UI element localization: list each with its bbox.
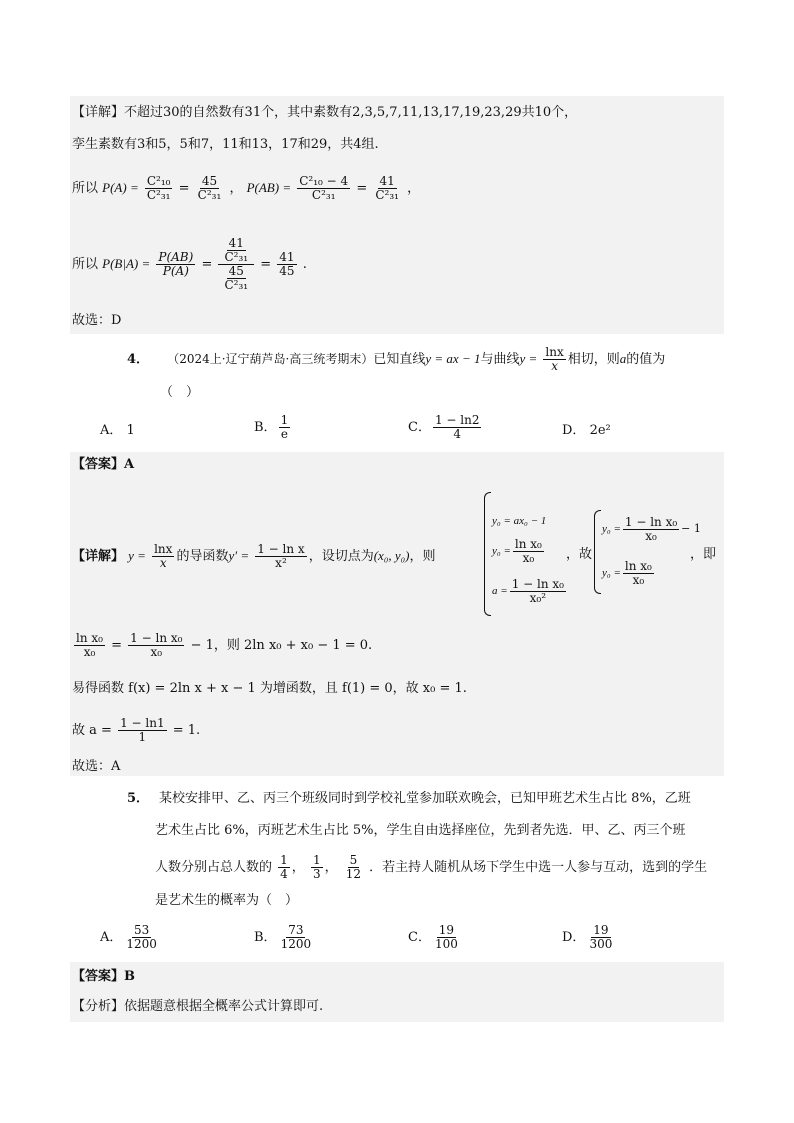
q5-answer: 【答案】B: [72, 969, 135, 984]
pa-lhs: P(A) =: [102, 180, 139, 195]
q4-detail-line-4: 故 a = $\frac{1 - \ln 1}{1}$ = 1.: [72, 716, 201, 744]
q5-line-4: 是艺术生的概率为（ ）: [155, 893, 299, 908]
q4-detail-line-2: $\frac{\text{ln x₀}}{\text{x₀}}$ = $\frac{\text{1 − ln x₀}}{\text{x₀}}$ − 1，则 2ln x₀ + x₀ − 1 = 0.: [76, 631, 373, 659]
sys1-row-3: a = $\frac{\text{1 − ln x₀}}{\text{x₀²}}$: [492, 576, 564, 605]
q4-option-c[interactable]: C． $\frac{1 - \ln 2}{4}$: [408, 413, 480, 441]
q5-option-c[interactable]: C． $\frac{19}{100}$: [408, 923, 458, 951]
q4-detail-line-1: 【详解】 y = $\frac{\ln x}{x}$ 的导函数y′ = $\frac{\text{1 − ln x}}{\text{x²}}$ ，设切点为(x₀, y₀)，则: [72, 542, 436, 570]
sys2-row-2: y₀ = $\frac{\text{ln x₀}}{\text{x₀}}$: [602, 558, 652, 587]
sys1-row-1: y₀ = ax₀ − 1: [492, 515, 547, 527]
frac-pa-2: $\frac{45}{\text{C²₃₁}}$: [197, 174, 222, 202]
q5-option-d[interactable]: D． $\frac{19}{300}$: [562, 923, 613, 951]
frac-pa-1: $\frac{\text{C²₁₀}}{\text{C²₃₁}}$: [146, 174, 171, 202]
formula-pa-line: 所以 P(A) = $\frac{\text{C²₁₀}}{\text{C²₃₁}}$ = $\frac{45}{\text{C²₃₁}}$ ， P(AB) = $\frac{\text{C²₁₀ − 4}}{\text{C²₃₁}}$ = $\frac{41}{\text{C²₃₁}}$ ，: [72, 174, 421, 202]
detail-line-1: 【详解】不超过30的自然数有31个，其中素数有2,3,5,7,11,13,17,19,23,29共10个，: [72, 105, 578, 120]
frac-pab-2: $\frac{41}{\text{C²₃₁}}$: [375, 174, 399, 202]
q5-line-3: 人数分别占总人数的 $\frac{1}{4}$ ， $\frac{1}{3}$ ， $\frac{5}{12}$ ．若主持人随机从场下学生中选一人参与互动，选到的学生: [155, 853, 708, 881]
text-so: 所以: [72, 181, 99, 196]
q4-curve-frac: $\frac{\ln x}{x}$: [545, 345, 564, 373]
sys1-row-2: y₀ = $\frac{\text{ln x₀}}{\text{x₀}}$: [492, 536, 542, 565]
q4-line-1: 4． （2024上·辽宁葫芦岛·高三统考期末）已知直线y = ax − 1与曲线y = $\frac{\ln x}{x}$ 相切，则a的值为: [127, 345, 666, 373]
q4-source: （2024上·辽宁葫芦岛·高三统考期末）: [167, 352, 374, 366]
q5-line-2: 艺术生占比 6%，丙班艺术生占比 5%，学生自由选择座位，先到者先选．甲、乙、丙三个班: [155, 823, 686, 838]
q4-answer-final: 故选：A: [72, 759, 121, 774]
pab-lhs: P(AB) =: [246, 180, 292, 195]
q4-option-a[interactable]: A． 1: [100, 423, 135, 438]
q5-option-a[interactable]: A． $\frac{53}{1200}$: [100, 923, 157, 951]
detail-line-2: 孪生素数有3和5，5和7，11和13，17和29，共4组.: [72, 137, 379, 152]
q4-detail-line-3: 易得函数 f(x) = 2ln x + x − 1 为增函数，且 f(1) = 0，故 x₀ = 1.: [72, 681, 467, 696]
q4-option-b[interactable]: B． $\frac{1}{e}$: [254, 413, 289, 441]
q4-paren: （ ）: [160, 385, 200, 400]
frac-pba-result: $\frac{41}{45}$: [279, 250, 295, 278]
q5-analysis: 【分析】依据题意根据全概率公式计算即可.: [72, 999, 324, 1014]
sys2-row-1: y₀ = $\frac{\text{1 − ln x₀}}{\text{x₀}}$ − 1: [602, 514, 701, 543]
frac-pba-big: $\frac{\frac{41}{\text{C²₃₁}}}{\frac{45}{\text{C²₃₁}}}$: [218, 237, 254, 292]
q4-option-d[interactable]: D． 2e²: [562, 423, 611, 438]
frac-pba-1: $\frac{P(AB)}{P(A)}$: [158, 250, 194, 278]
q5-line-1: 5． 某校安排甲、乙、丙三个班级同时到学校礼堂参加联欢晚会，已知甲班艺术生占比 8%，乙班: [127, 791, 691, 806]
q5-option-b[interactable]: B． $\frac{73}{1200}$: [254, 923, 312, 951]
formula-pba-line: 所以 P(B|A) = $\frac{P(AB)}{P(A)}$ = $\frac{\frac{41}{\text{C²₃₁}}}{\frac{45}{\text{C²₃₁}}}$ = $\frac{41}{45}$ .: [72, 236, 307, 292]
q4-detail-ie: ，即: [690, 547, 717, 562]
q4-answer: 【答案】A: [72, 457, 135, 472]
system-1-brace: [484, 492, 491, 616]
answer-line-1: 故选：D: [72, 313, 122, 328]
frac-pab-1: $\frac{\text{C²₁₀ − 4}}{\text{C²₃₁}}$: [299, 174, 349, 202]
system-2-brace: [594, 510, 601, 594]
q4-number: 4．: [127, 352, 150, 367]
q4-detail-so: ，故: [566, 547, 593, 562]
